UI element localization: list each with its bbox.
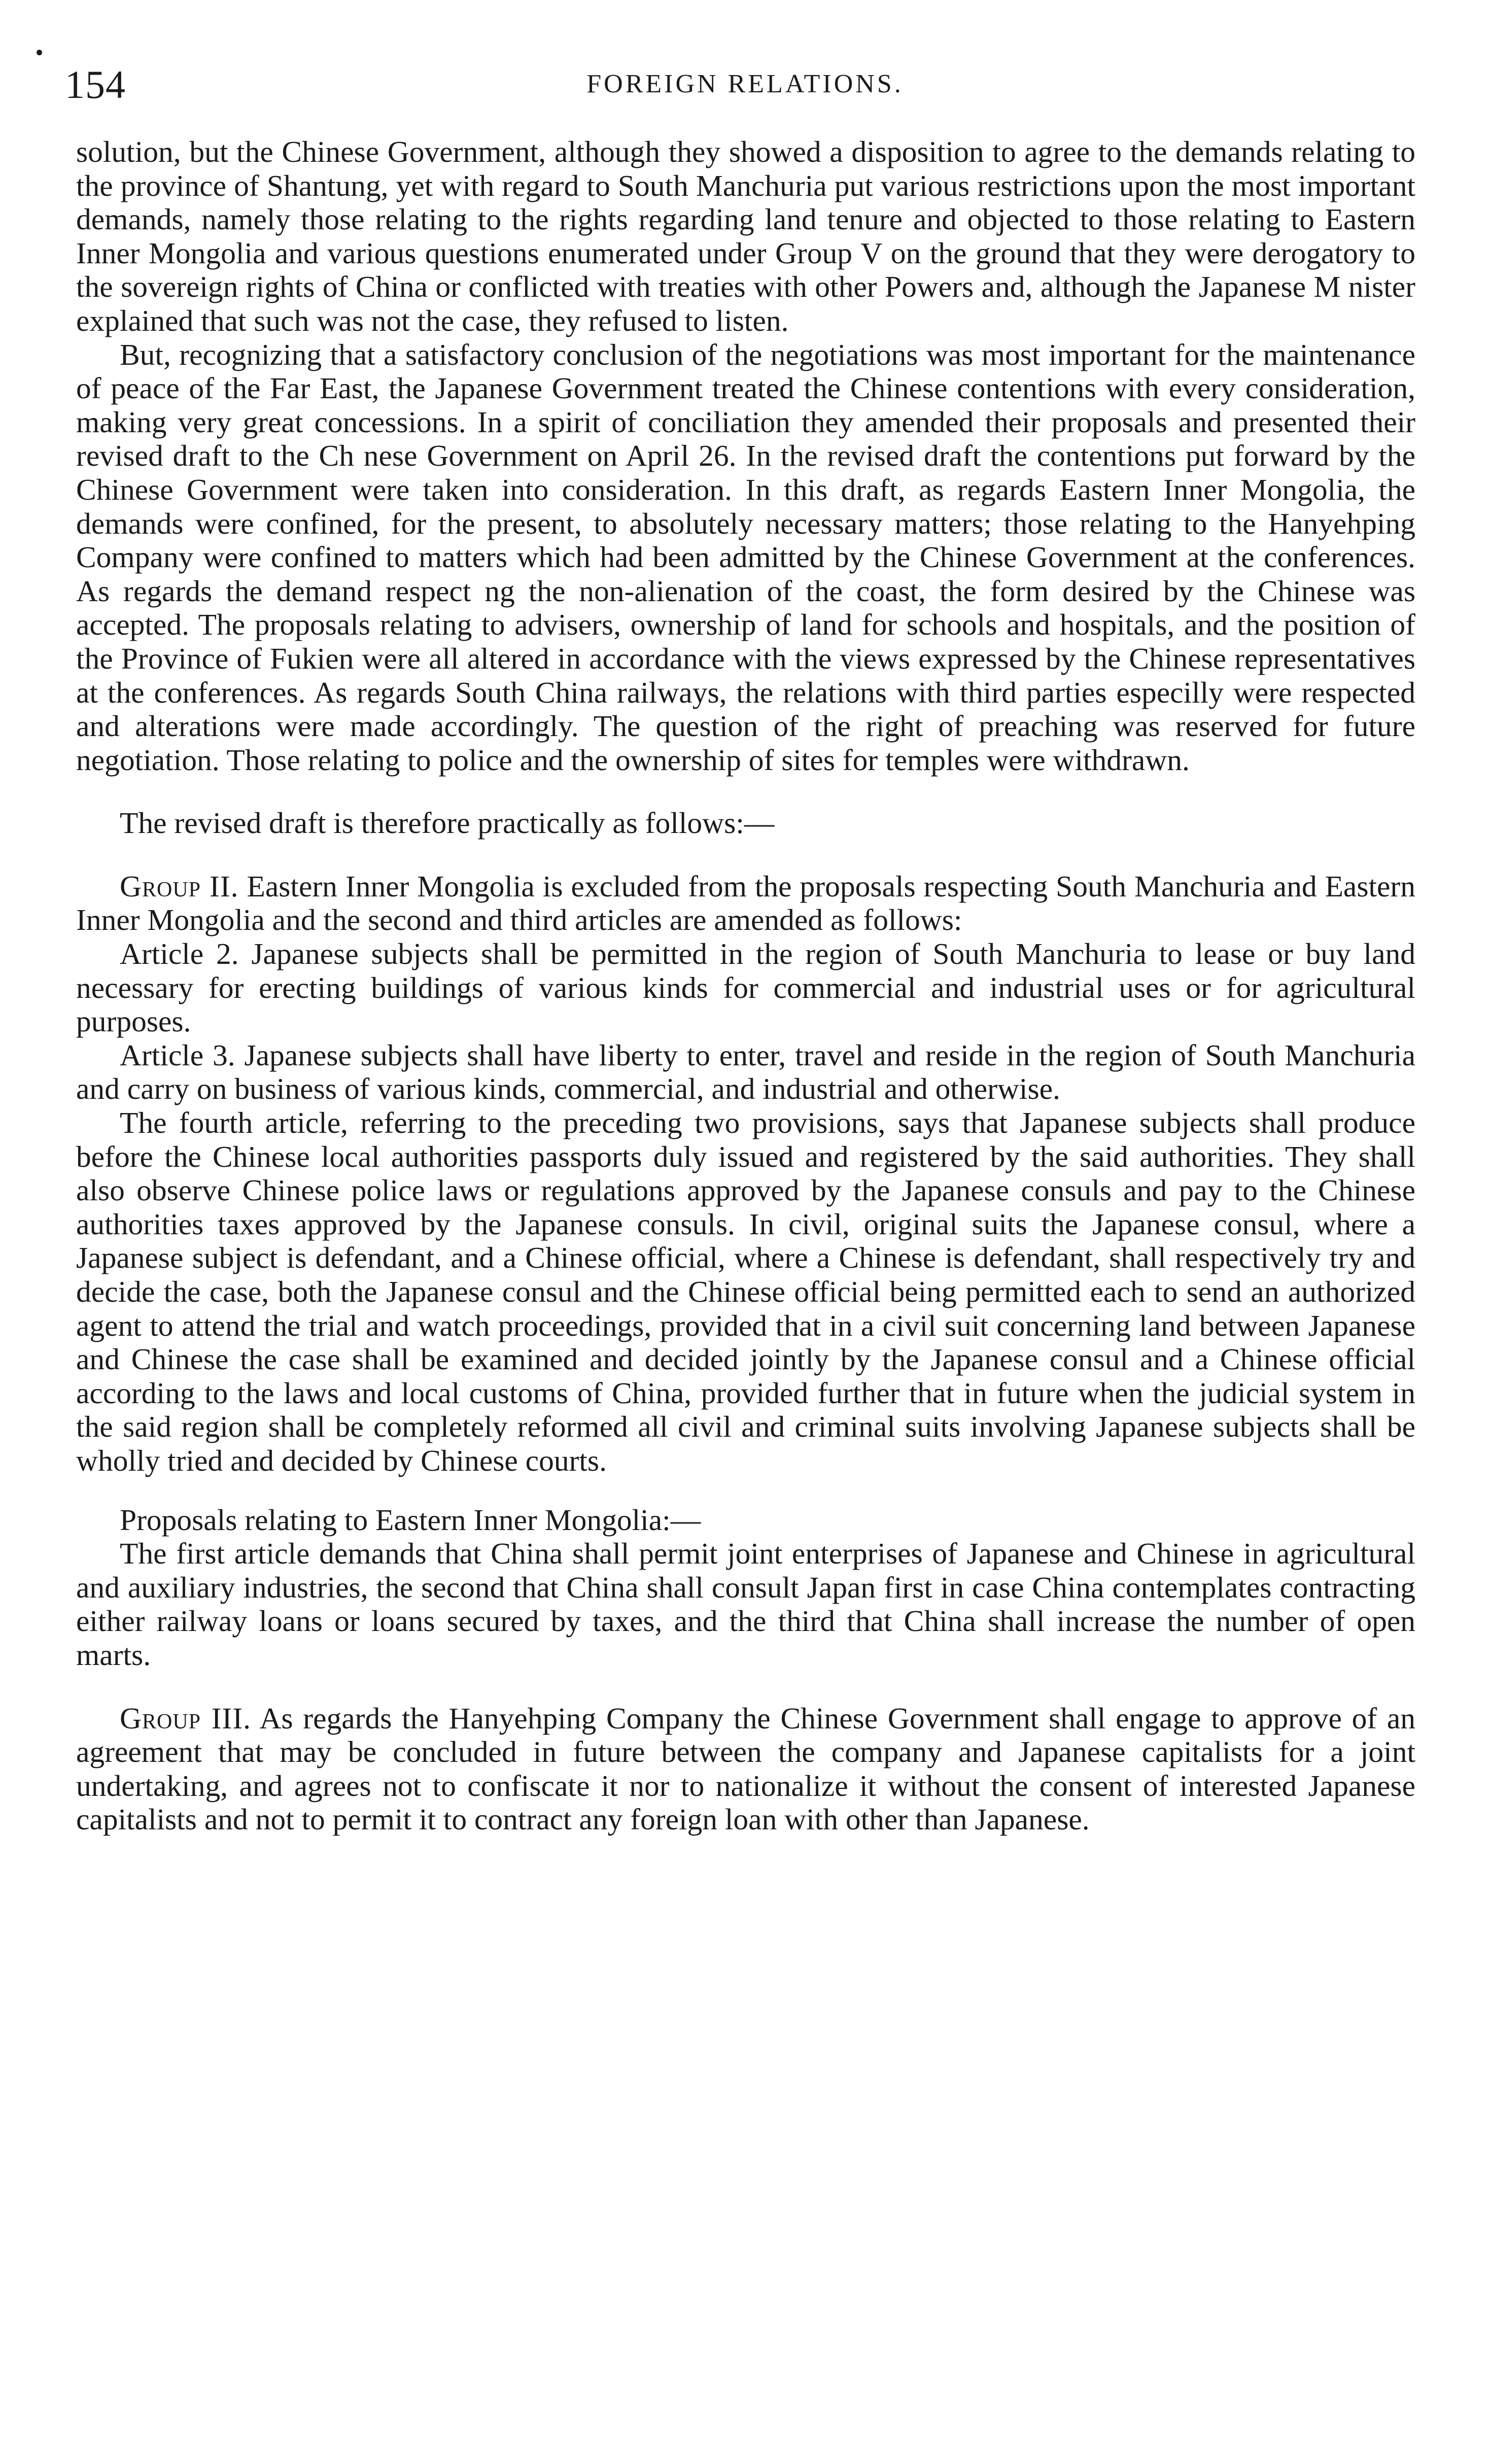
group-iii-text: As regards the Hanyehping Company the Chinese Government shall engage to approve of an agreement that may be concluded in future between the company and Japanese capitalists for a joint undertaking, and agrees not to confiscate it nor to nationalize it without the consent of interested Japanese capitalists and not to permit it to contract any foreign loan with other than Japanese. (76, 1701, 1415, 1836)
paragraph-group-ii (76, 870, 1415, 937)
body-text (76, 135, 1415, 1836)
paragraph-article-4: The fourth article, referring to the preceding two provisions, says that Japanese subjects shall produce before the Chinese local authorities passports duly issued and registered by the said authorities. They shall also observe Chinese police laws or regulations approved by the Japanese consuls and pay to the Chinese authorities taxes approved by the Japanese consuls. In civil, original suits the Japanese consul, where a Japanese subject is defendant, and a Chinese official, where a Chinese is defendant, shall respectively try and decide the case, both the Japanese consul and the Chinese official being permitted each to send an authorized agent to attend the trial and watch proceedings, provided that in a civil suit concerning land between Japanese and Chinese the case shall be examined and decided jointly by the Japanese consul and a Chinese official according to the laws and local customs of China, provided further that in future when the judicial system in the said region shall be completely reformed all civil and criminal suits involving Japanese subjects shall be wholly tried and decided by Chinese courts. (76, 1106, 1415, 1477)
running-head: FOREIGN RELATIONS. (586, 70, 904, 98)
paragraph-mongolia-articles: The first article demands that China shall permit joint enterprises of Japanese and Chinese in agricultural and auxiliary industries, the second that China shall consult Japan first in case China contemplates contracting either railway loans or loans secured by taxes, and the third that China shall increase the number of open marts. (76, 1537, 1415, 1672)
group-ii-label: Group II. (120, 869, 239, 903)
paragraph-continuation: solution, but the Chinese Government, although they showed a disposition to agree to the demands relating to the province of Shantung, yet with regard to South Manchuria put various restrictions upon the most important demands, namely those relating to the rights regarding land tenure and objected to those relating to Eastern Inner Mongolia and various questions enumerated under Group V on the ground that they were derogatory to the sovereign rights of China or conflicted with treaties with other Powers and, although the Japanese M nister explained that such was not the case, they refused to listen. (76, 135, 1415, 337)
paragraph-article-3: Article 3. Japanese subjects shall have liberty to enter, travel and reside in the region of South Manchuria and carry on business of various kinds, commercial, and industrial and otherwise. (76, 1038, 1415, 1106)
group-ii-text: Eastern Inner Mongolia is excluded from the proposals respecting South Manchuria and Eastern Inner Mongolia and the second and third articles are amended as follows: (76, 869, 1415, 937)
page-number: 154 (65, 62, 126, 107)
print-speck (37, 50, 42, 55)
paragraph-revised-draft-intro: The revised draft is therefore practically as follows:— (120, 806, 775, 840)
paragraph-concessions: But, recognizing that a satisfactory conclusion of the negotiations was most important for the maintenance of peace of the Far East, the Japanese Government treated the Chinese contentions with every consideration, making very great concessions. In a spirit of conciliation they amended their proposals and presented their revised draft to the Ch nese Government on April 26. In the revised draft the contentions put forward by the Chinese Government were taken into consideration. In this draft, as regards Eastern Inner Mongolia, the demands were confined, for the present, to absolutely necessary matters; those relating to the Hanyehping Company were confined to matters which had been admitted by the Chinese Government at the conferences. As regards the demand respect ng the non-alienation of the coast, the form desired by the Chinese was accepted. The proposals relating to advisers, ownership of land for schools and hospitals, and the position of the Province of Fukien were all altered in accordance with the views expressed by the Chinese representatives at the conferences. As regards South China railways, the relations with third parties especilly were respected and alterations were made accordingly. The question of the right of preaching was reserved for future negotiation. Those relating to police and the ownership of sites for temples were withdrawn. (76, 337, 1415, 777)
paragraph-mongolia-heading: Proposals relating to Eastern Inner Mongolia:— (120, 1503, 701, 1537)
paragraph-group-iii (76, 1702, 1415, 1836)
group-iii-label: Group III. (120, 1701, 252, 1735)
paragraph-article-2: Article 2. Japanese subjects shall be permitted in the region of South Manchuria to lease or buy land necessary for erecting buildings of various kinds for commercial and industrial uses or for agricultural purposes. (76, 937, 1415, 1038)
